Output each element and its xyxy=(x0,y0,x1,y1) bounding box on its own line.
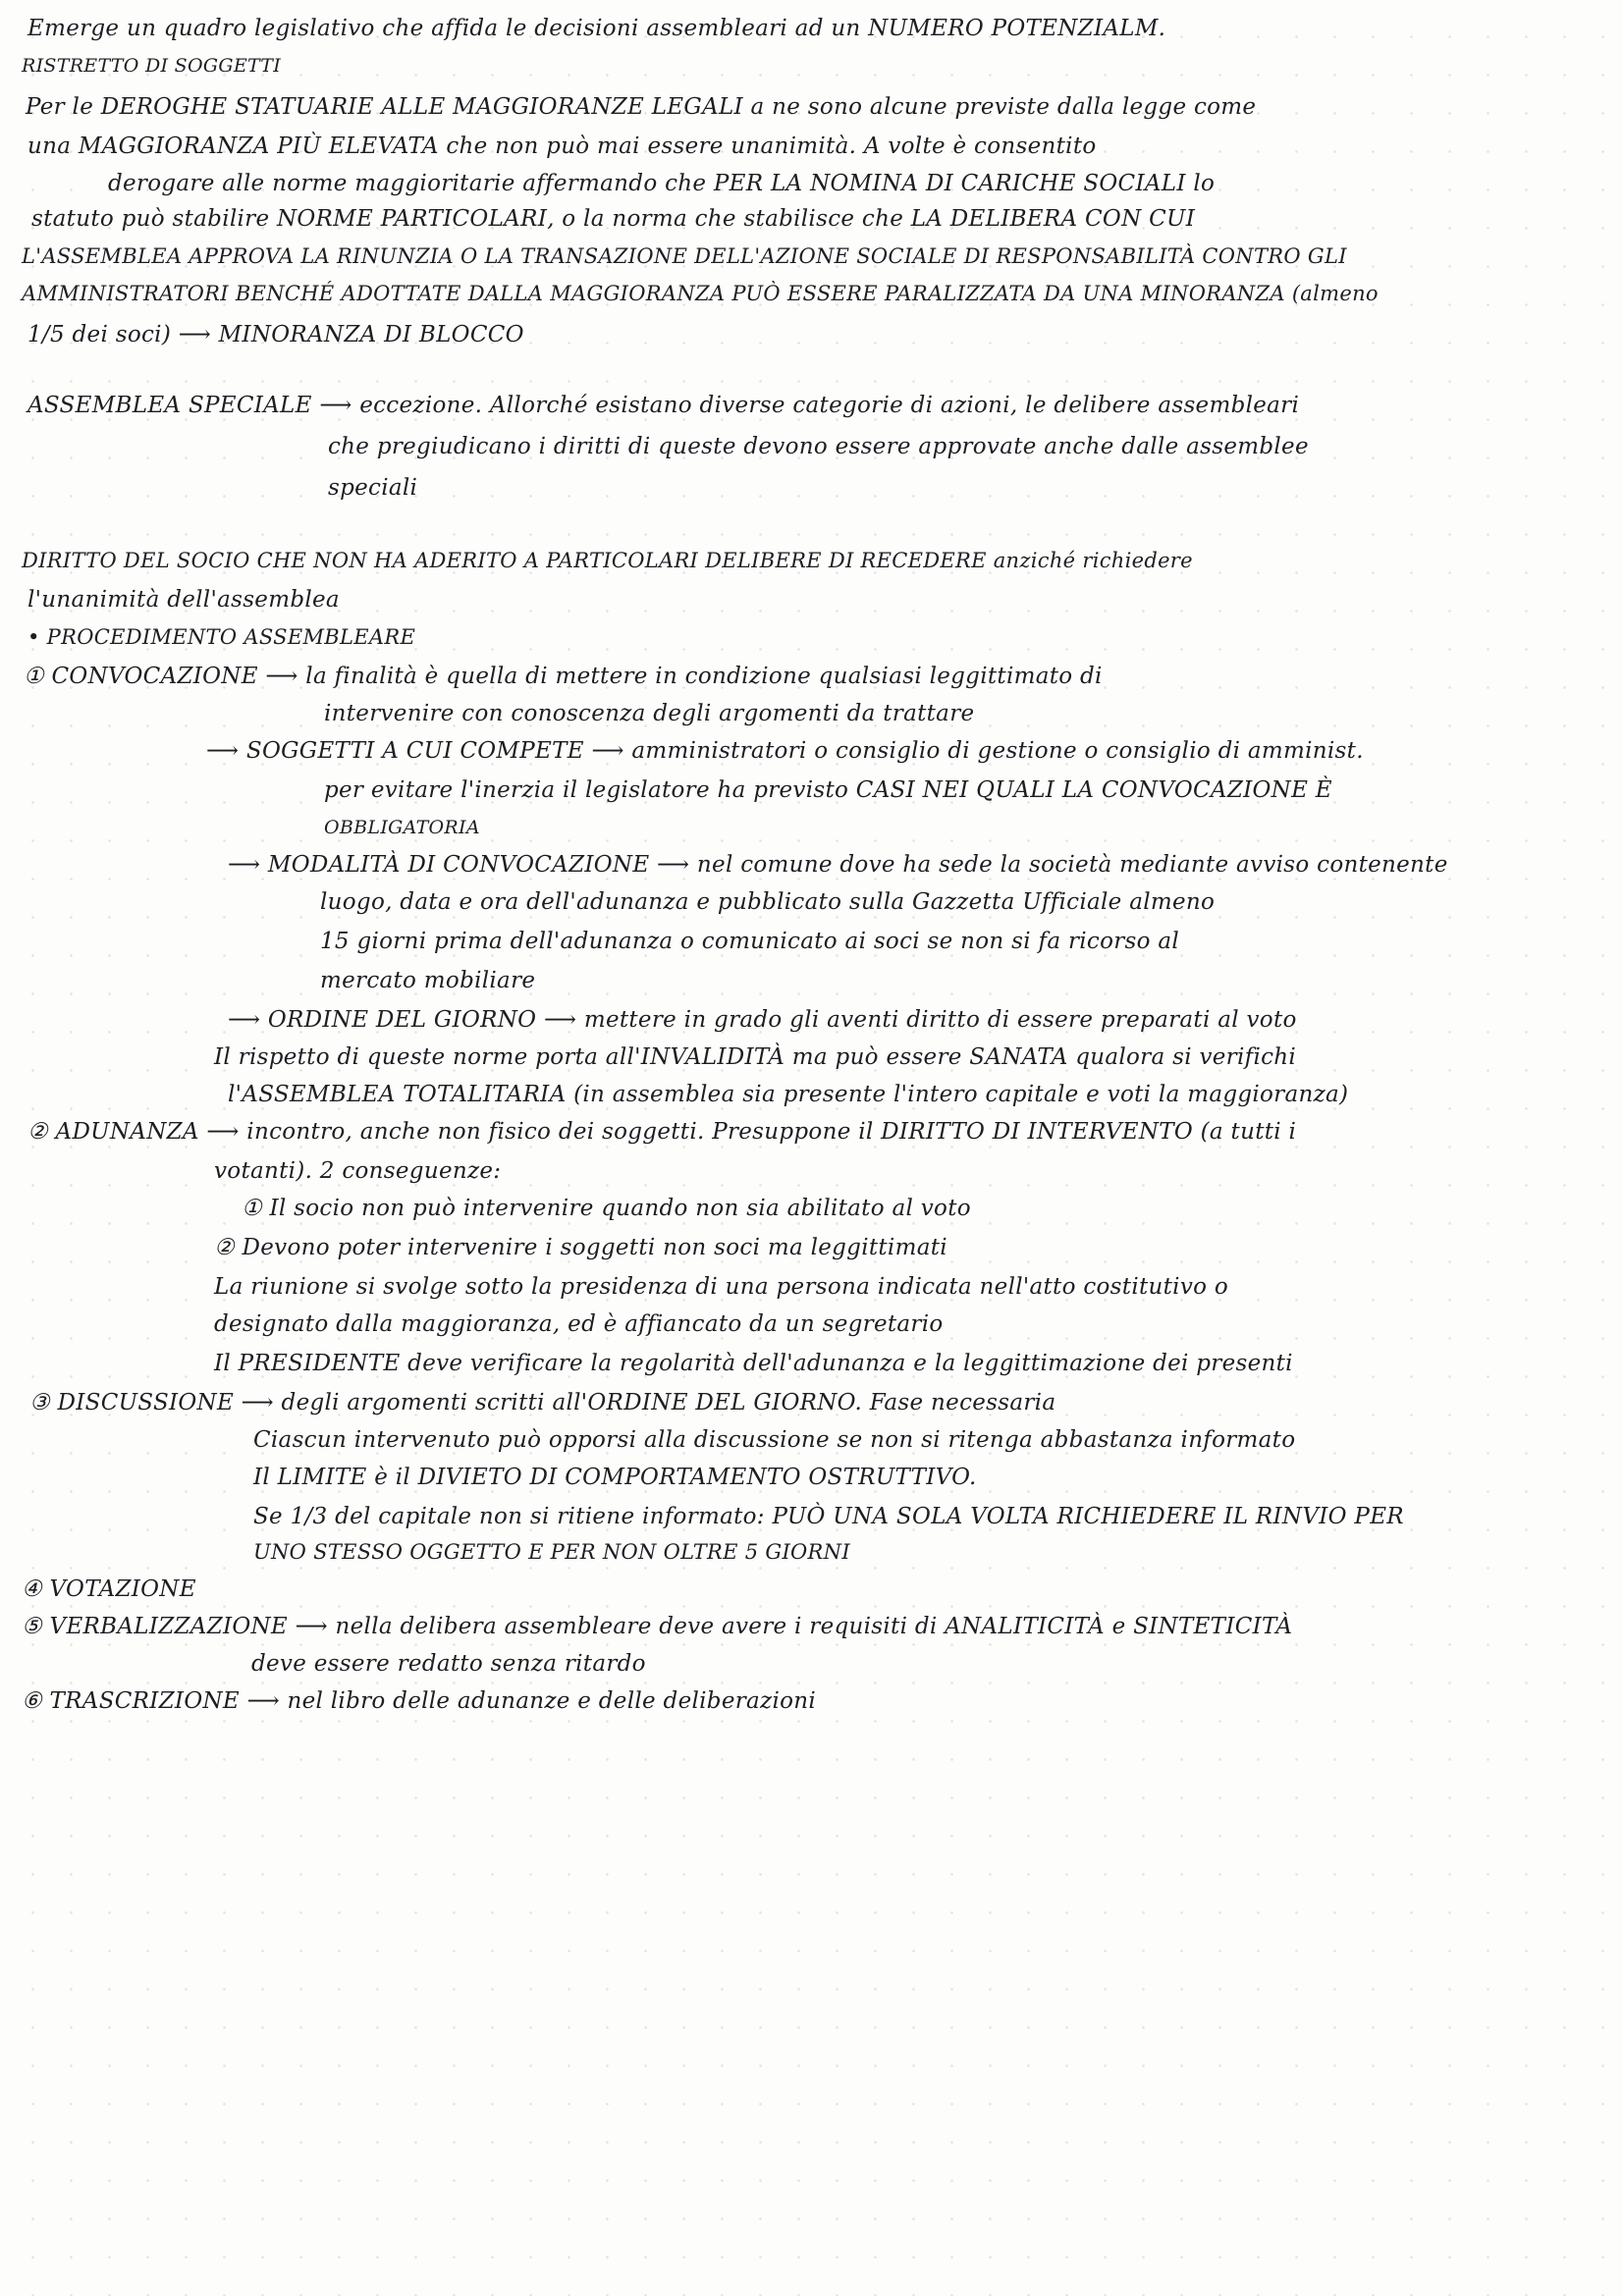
note-line: Ciascun intervenuto può opporsi alla discussione se non si ritenga abbastanza informato xyxy=(253,1427,1296,1453)
note-line: per evitare l'inerzia il legislatore ha previsto CASI NEI QUALI LA CONVOCAZIONE È xyxy=(324,777,1332,803)
note-line: mercato mobiliare xyxy=(320,968,536,993)
note-line: DIRITTO DEL SOCIO CHE NON HA ADERITO A PARTICOLARI DELIBERE DI RECEDERE anziché richiedere xyxy=(22,549,1193,572)
note-line: Se 1/3 del capitale non si ritiene informato: PUÒ UNA SOLA VOLTA RICHIEDERE IL RINVIO PER xyxy=(253,1504,1404,1529)
note-line: intervenire con conoscenza degli argomenti da trattare xyxy=(324,701,975,726)
note-line: RISTRETTO DI SOGGETTI xyxy=(22,55,282,77)
note-line: • PROCEDIMENTO ASSEMBLEARE xyxy=(27,625,416,649)
note-line: designato dalla maggioranza, ed è affiancato da un segretario xyxy=(214,1311,944,1337)
note-line: ⟶ ORDINE DEL GIORNO ⟶ mettere in grado gli aventi diritto di essere preparati al voto xyxy=(228,1007,1297,1033)
note-line: Il LIMITE è il DIVIETO DI COMPORTAMENTO OSTRUTTIVO. xyxy=(253,1465,977,1490)
note-line: OBBLIGATORIA xyxy=(324,817,480,838)
note-line: 15 giorni prima dell'adunanza o comunicato ai soci se non si fa ricorso al xyxy=(320,929,1180,954)
note-line: 1/5 dei soci) ⟶ MINORANZA DI BLOCCO xyxy=(27,322,524,347)
note-line: statuto può stabilire NORME PARTICOLARI, o la norma che stabilisce che LA DELIBERA CON CUI xyxy=(31,206,1196,232)
note-line: luogo, data e ora dell'adunanza e pubblicato sulla Gazzetta Ufficiale almeno xyxy=(320,889,1216,915)
note-line: votanti). 2 conseguenze: xyxy=(214,1158,502,1184)
note-line: ASSEMBLEA SPECIALE ⟶ eccezione. Allorché esistano diverse categorie di azioni, le delibere assembleari xyxy=(27,393,1300,418)
note-line: ② ADUNANZA ⟶ incontro, anche non fisico dei soggetti. Presuppone il DIRITTO DI INTERVENTO (a tutti i xyxy=(27,1119,1297,1145)
note-line: Il PRESIDENTE deve verificare la regolarità dell'adunanza e la leggittimazione dei presenti xyxy=(214,1351,1293,1376)
note-line: ③ DISCUSSIONE ⟶ degli argomenti scritti all'ORDINE DEL GIORNO. Fase necessaria xyxy=(29,1390,1056,1415)
note-line: l'unanimità dell'assemblea xyxy=(27,587,340,613)
note-line: ⟶ MODALITÀ DI CONVOCAZIONE ⟶ nel comune dove ha sede la società mediante avviso contenente xyxy=(228,852,1448,878)
note-line: una MAGGIORANZA PIÙ ELEVATA che non può mai essere unanimità. A volte è consentito xyxy=(27,133,1097,159)
note-line: ⑥ TRASCRIZIONE ⟶ nel libro delle adunanze e delle deliberazioni xyxy=(22,1688,817,1714)
note-line: Emerge un quadro legislativo che affida le decisioni assembleari ad un NUMERO POTENZIALM. xyxy=(27,16,1166,41)
note-line: speciali xyxy=(328,475,418,501)
note-line: UNO STESSO OGGETTO E PER NON OLTRE 5 GIORNI xyxy=(253,1540,850,1564)
note-line: Per le DEROGHE STATUARIE ALLE MAGGIORANZE LEGALI a ne sono alcune previste dalla legge come xyxy=(26,94,1257,120)
note-line: ⟶ SOGGETTI A CUI COMPETE ⟶ amministratori o consiglio di gestione o consiglio di amminist. xyxy=(206,738,1364,764)
note-line: La riunione si svolge sotto la presidenza di una persona indicata nell'atto costitutivo o xyxy=(214,1274,1229,1300)
note-line: L'ASSEMBLEA APPROVA LA RINUNZIA O LA TRANSAZIONE DELL'AZIONE SOCIALE DI RESPONSABILITÀ CONTRO GLI xyxy=(22,244,1347,268)
note-line: AMMINISTRATORI BENCHÉ ADOTTATE DALLA MAGGIORANZA PUÒ ESSERE PARALIZZATA DA UNA MINORANZA (almeno xyxy=(22,282,1379,305)
note-line: l'ASSEMBLEA TOTALITARIA (in assemblea sia presente l'intero capitale e voti la maggioranza) xyxy=(228,1082,1349,1107)
note-line: ① Il socio non può intervenire quando non sia abilitato al voto xyxy=(242,1196,971,1221)
note-line: ④ VOTAZIONE xyxy=(22,1576,196,1602)
note-line: deve essere redatto senza ritardo xyxy=(251,1651,646,1677)
note-line: Il rispetto di queste norme porta all'INVALIDITÀ ma può essere SANATA qualora si verifichi xyxy=(214,1044,1297,1070)
note-line: ② Devono poter intervenire i soggetti non soci ma leggittimati xyxy=(214,1235,947,1260)
note-line: che pregiudicano i diritti di queste devono essere approvate anche dalle assemblee xyxy=(328,434,1309,459)
note-line: ⑤ VERBALIZZAZIONE ⟶ nella delibera assembleare deve avere i requisiti di ANALITICITÀ e SINTETICITÀ xyxy=(22,1614,1293,1639)
note-line: ① CONVOCAZIONE ⟶ la finalità è quella di mettere in condizione qualsiasi leggittimato di xyxy=(24,664,1103,689)
note-line: derogare alle norme maggioritarie affermando che PER LA NOMINA DI CARICHE SOCIALI lo xyxy=(108,171,1216,196)
